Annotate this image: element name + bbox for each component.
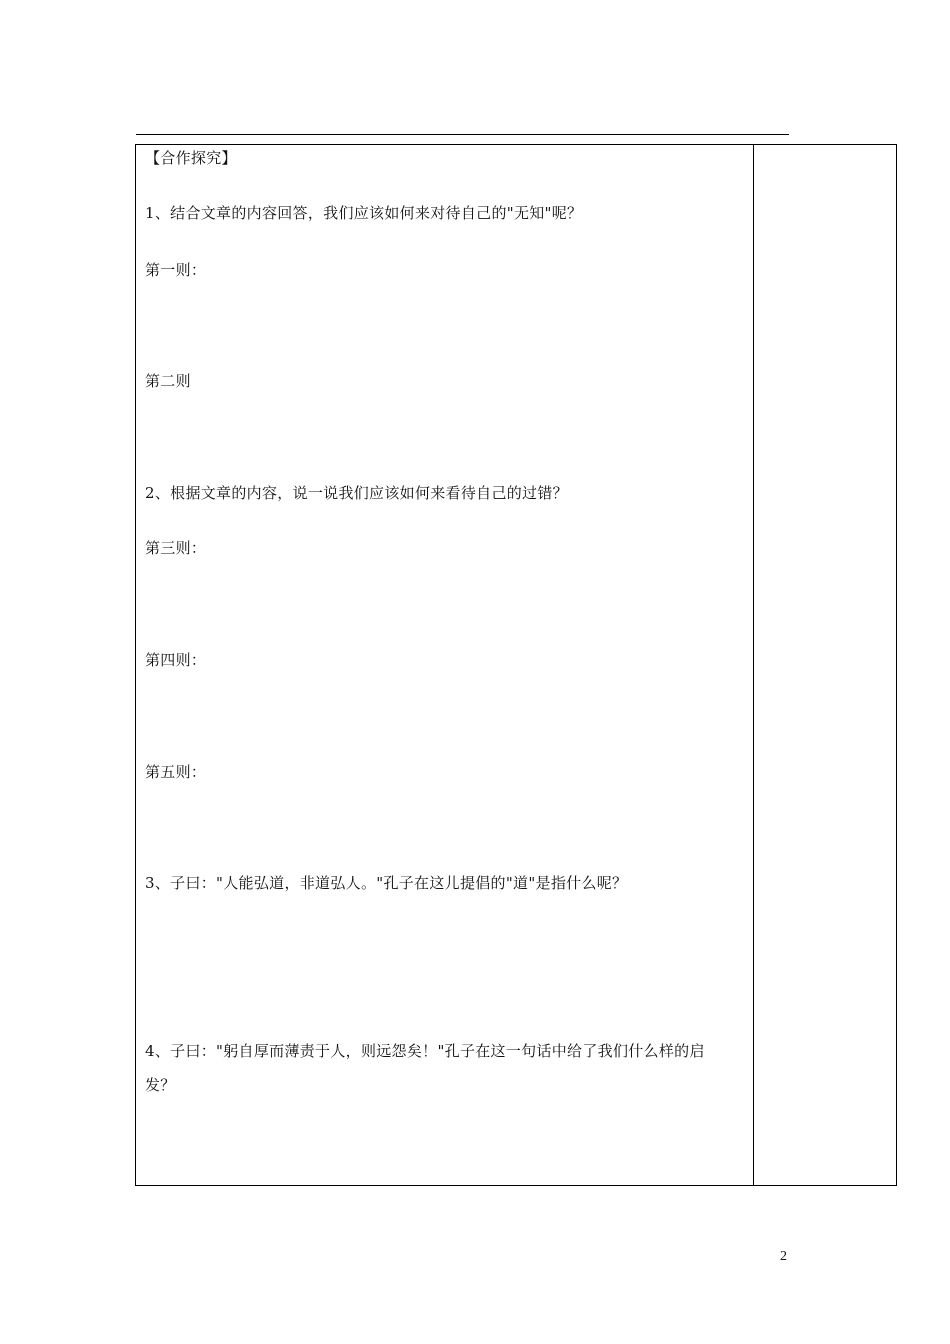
answer-label-first: 第一则：	[145, 261, 207, 279]
answer-label-fourth: 第四则：	[145, 651, 207, 669]
question-3: 3、子曰："人能弘道，非道弘人。"孔子在这儿提倡的"道"是指什么呢？	[145, 874, 628, 892]
question-2: 2、根据文章的内容，说一说我们应该如何来看待自己的过错？	[145, 484, 568, 502]
question-4-line-1: 4、子曰："躬自厚而薄责于人，则远怨矣！"孔子在这一句话中给了我们什么样的启	[145, 1042, 705, 1060]
question-4-line-2: 发？	[145, 1076, 176, 1094]
section-title: 【合作探究】	[145, 149, 237, 167]
notes-column-cell	[754, 145, 896, 1185]
page-number: 2	[780, 1249, 787, 1264]
header-rule	[136, 134, 789, 135]
answer-label-fifth: 第五则：	[145, 763, 207, 781]
answer-label-third: 第三则：	[145, 539, 207, 557]
question-1: 1、结合文章的内容回答，我们应该如何来对待自己的"无知"呢？	[145, 204, 583, 222]
answer-label-second: 第二则	[145, 372, 191, 390]
